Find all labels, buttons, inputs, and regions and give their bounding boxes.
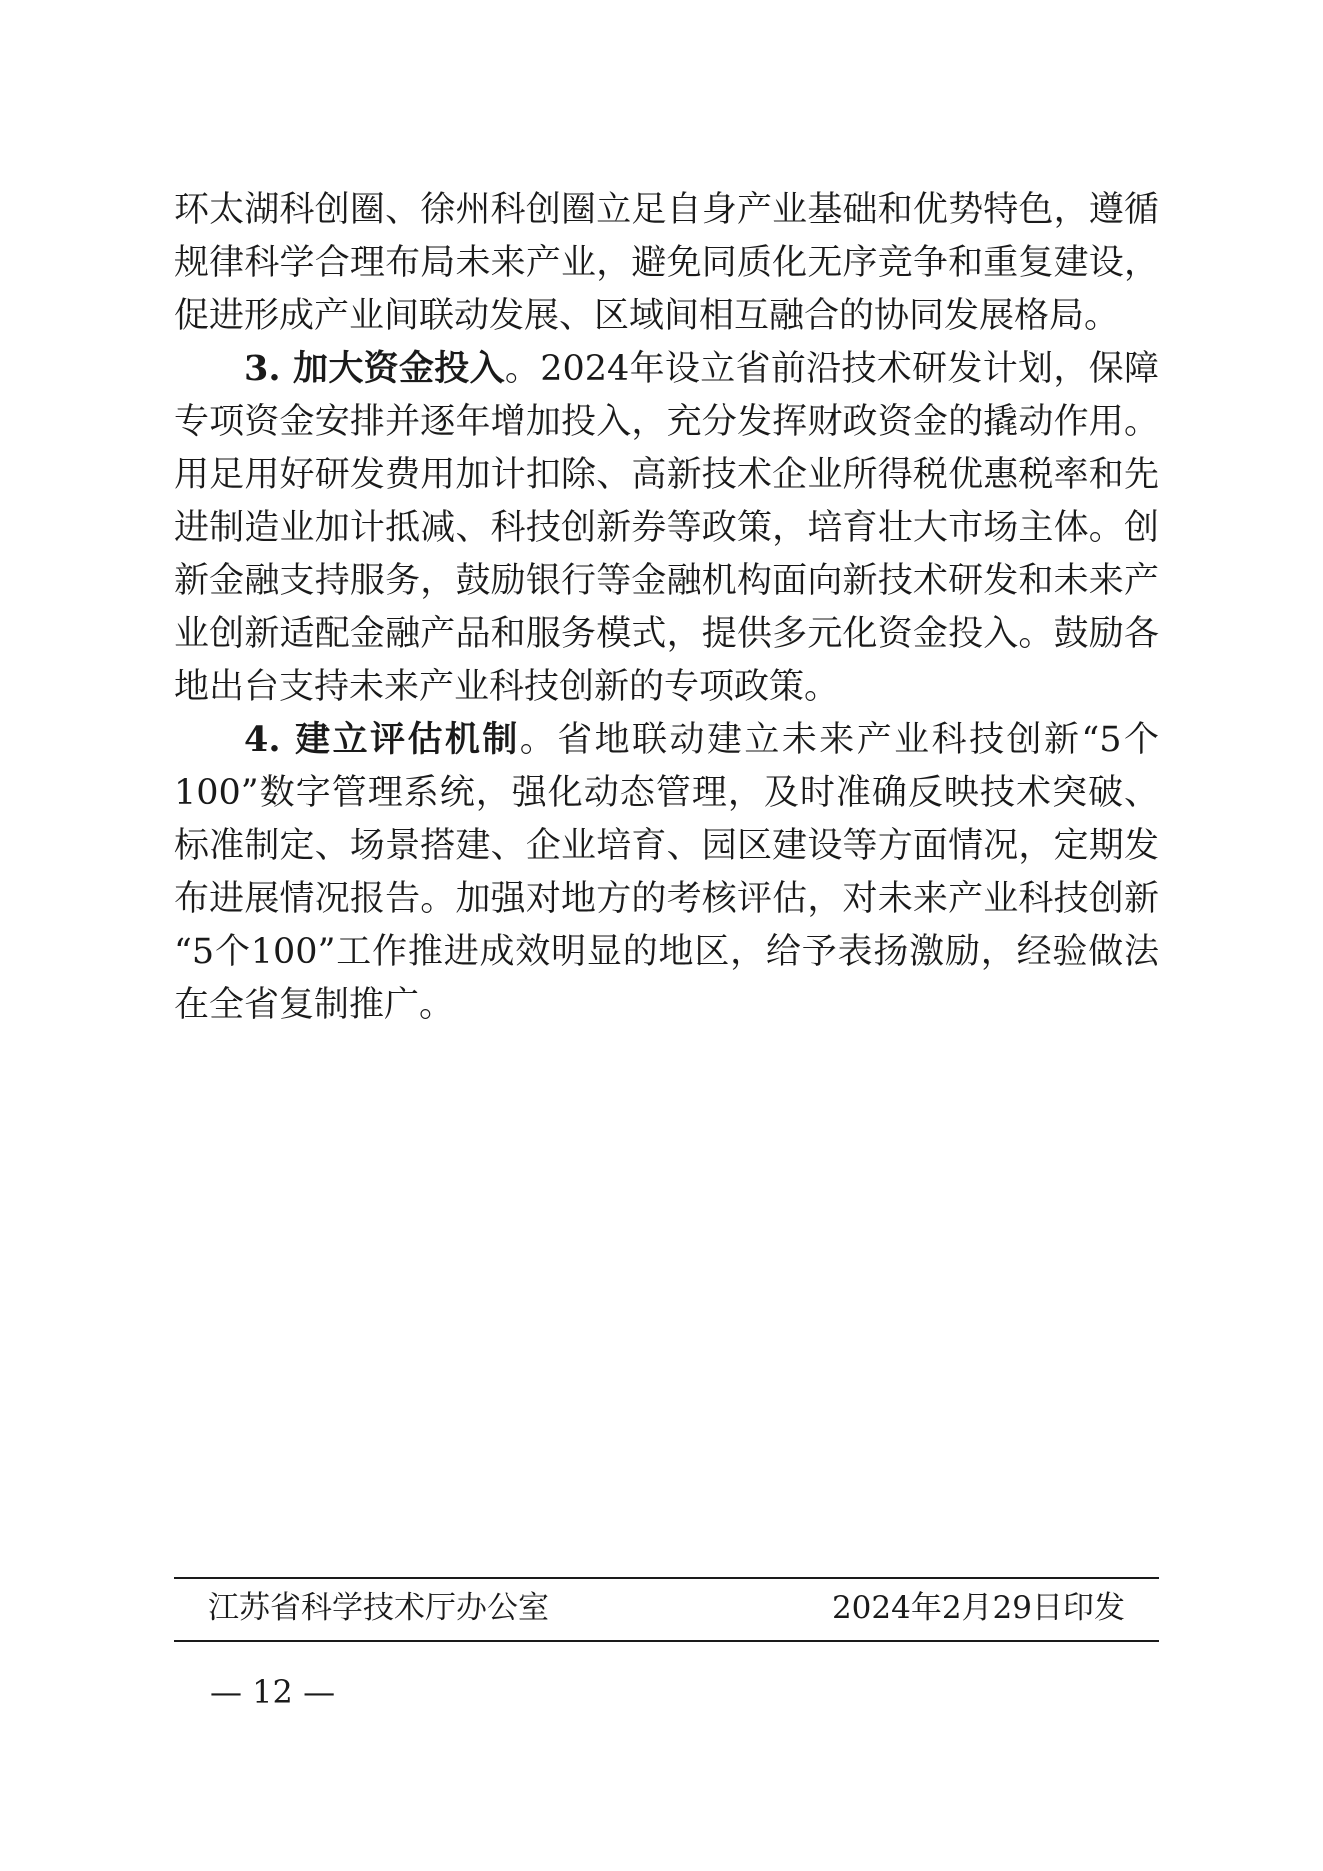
footer-issuer: 江苏省科学技术厅办公室: [208, 1590, 549, 1626]
section4-line-5: “5个100”工作推进成效明显的地区，给予表扬激励，经验做法: [174, 932, 1159, 972]
section3-line-6: 业创新适配金融产品和服务模式，提供多元化资金投入。鼓励各: [174, 614, 1159, 654]
section4-line-2: 100”数字管理系统，强化动态管理，及时准确反映技术突破、: [174, 773, 1159, 813]
section3-heading: 3. 加大资金投入: [244, 348, 505, 389]
intro-line-2: 规律科学合理布局未来产业，避免同质化无序竞争和重复建设，: [174, 243, 1159, 283]
section4-line-4: 布进展情况报告。加强对地方的考核评估，对未来产业科技创新: [174, 879, 1159, 919]
section3-line-5: 新金融支持服务，鼓励银行等金融机构面向新技术研发和未来产: [174, 561, 1159, 601]
section4-heading: 4. 建立评估机制: [244, 719, 520, 760]
section3-line-2: 专项资金安排并逐年增加投入，充分发挥财政资金的撬动作用。: [174, 402, 1159, 442]
footer-bottom-rule: [174, 1640, 1159, 1642]
intro-line-1: 环太湖科创圈、徐州科创圈立足自身产业基础和优势特色，遵循: [174, 190, 1159, 230]
section3-line-4: 进制造业加计抵减、科技创新券等政策，培育壮大市场主体。创: [174, 508, 1159, 548]
section3-line-3: 用足用好研发费用加计扣除、高新技术企业所得税优惠税率和先: [174, 455, 1159, 495]
page-number: — 12 —: [210, 1673, 336, 1711]
section4-line-3: 标准制定、场景搭建、企业培育、园区建设等方面情况，定期发: [174, 826, 1159, 866]
footer-top-rule: [174, 1577, 1159, 1579]
intro-line-3: 促进形成产业间联动发展、区域间相互融合的协同发展格局。: [174, 296, 1120, 336]
section4-first-line-text: 。省地联动建立未来产业科技创新“5个: [519, 720, 1159, 760]
section3-first-line-text: 。2024年设立省前沿技术研发计划，保障: [504, 349, 1159, 389]
section4-line-6: 在全省复制推广。: [174, 985, 455, 1025]
section3-line-7: 地出台支持未来产业科技创新的专项政策。: [174, 667, 840, 707]
footer-issue-date: 2024年2月29日印发: [831, 1590, 1125, 1626]
